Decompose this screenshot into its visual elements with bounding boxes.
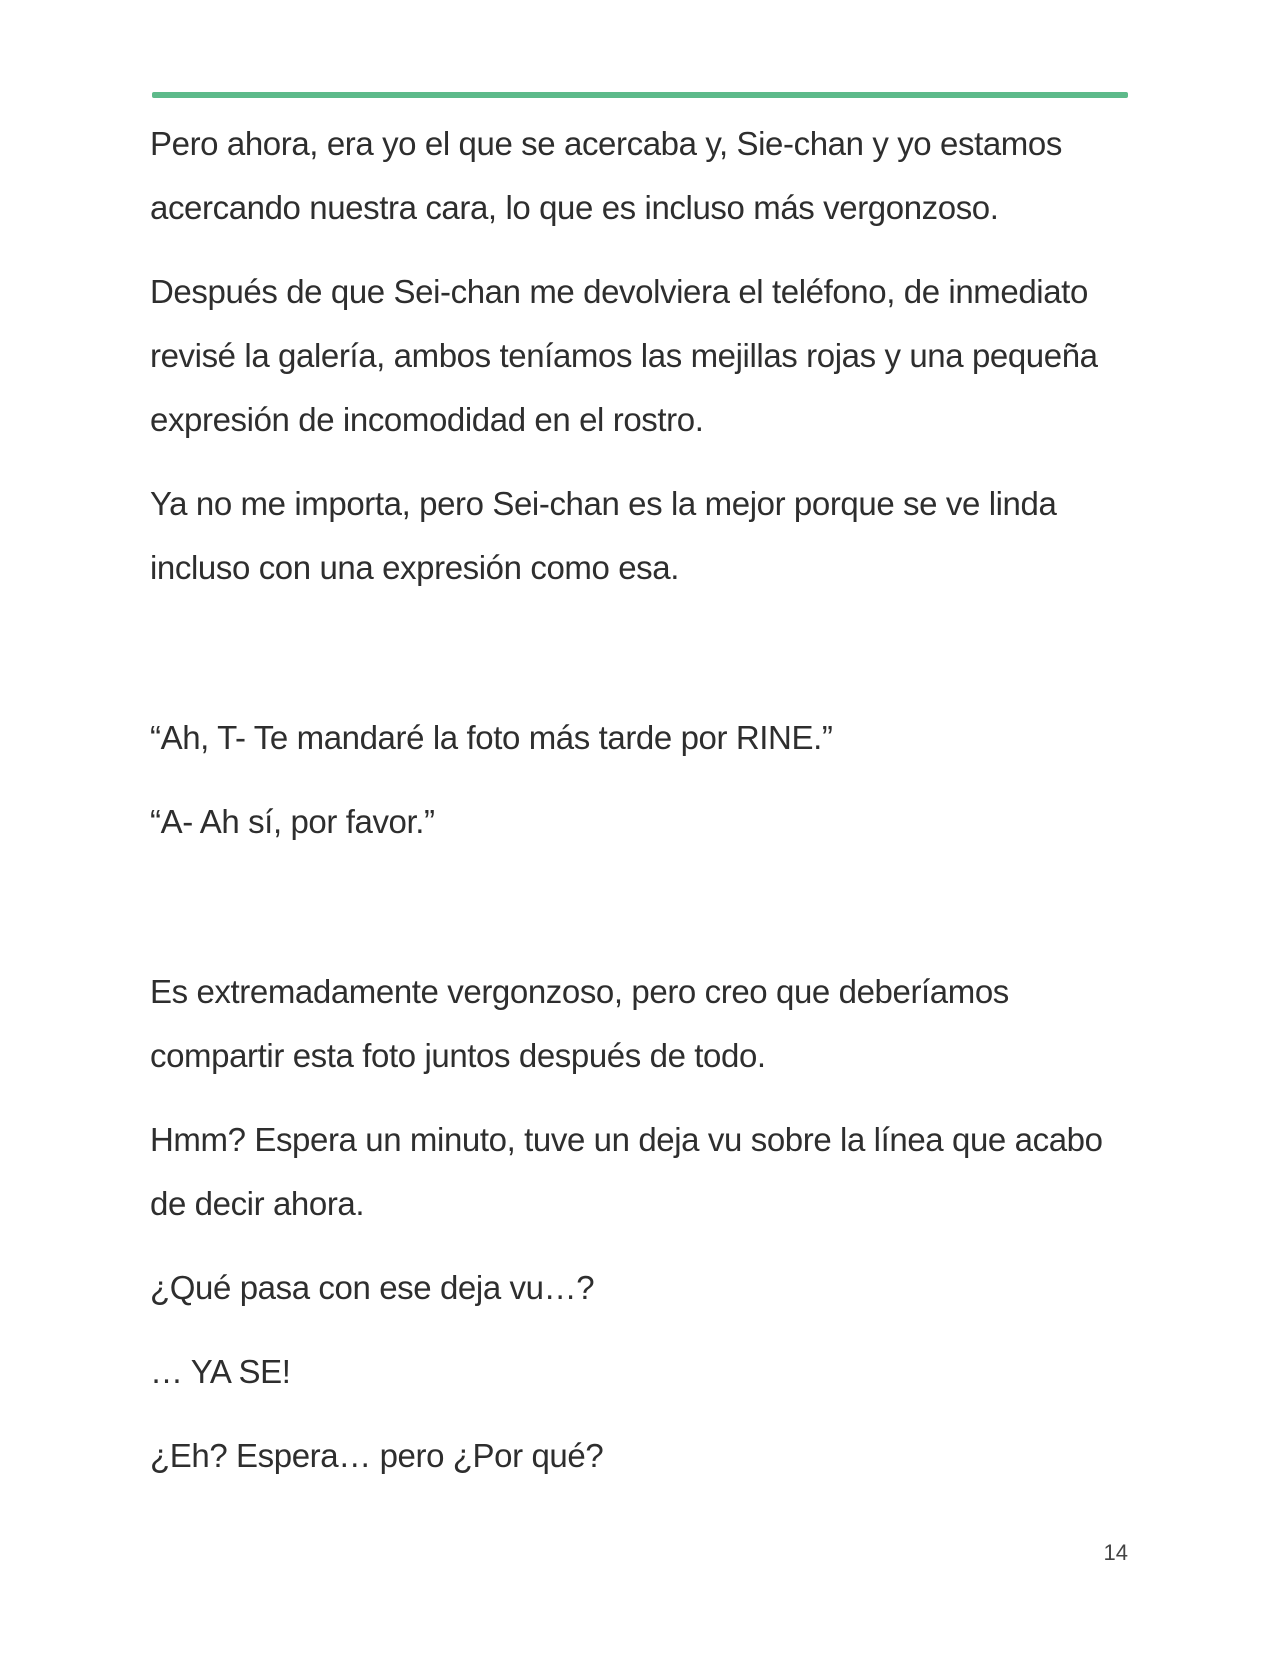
paragraph-1: Pero ahora, era yo el que se acercaba y, Sie-chan y yo estamos acercando nuestra cara, lo que es incluso más vergonzoso. <box>150 125 1062 226</box>
paragraph-8: ¿Eh? Espera… pero ¿Por qué? <box>150 1437 604 1474</box>
header-rule <box>152 92 1128 98</box>
paragraph-3: Ya no me importa, pero Sei-chan es la mejor porque se ve linda incluso con una expresión como esa. <box>150 485 1057 586</box>
paragraph-2: Después de que Sei-chan me devolviera el teléfono, de inmediato revisé la galería, ambos teníamos las mejillas rojas y una pequeña expresión de incomodidad en el rostro. <box>150 273 1098 438</box>
page-number: 14 <box>1103 1540 1128 1565</box>
paragraph-7: … YA SE! <box>150 1353 291 1390</box>
dialogue-line-2: “A- Ah sí, por favor.” <box>150 803 435 840</box>
paragraph-5: Hmm? Espera un minuto, tuve un deja vu sobre la línea que acabo de decir ahora. <box>150 1121 1103 1222</box>
paragraph-4: Es extremadamente vergonzoso, pero creo que deberíamos compartir esta foto juntos después de todo. <box>150 973 1009 1074</box>
paragraph-6: ¿Qué pasa con ese deja vu…? <box>150 1269 595 1306</box>
dialogue-line-1: “Ah, T- Te mandaré la foto más tarde por RINE.” <box>150 719 833 756</box>
